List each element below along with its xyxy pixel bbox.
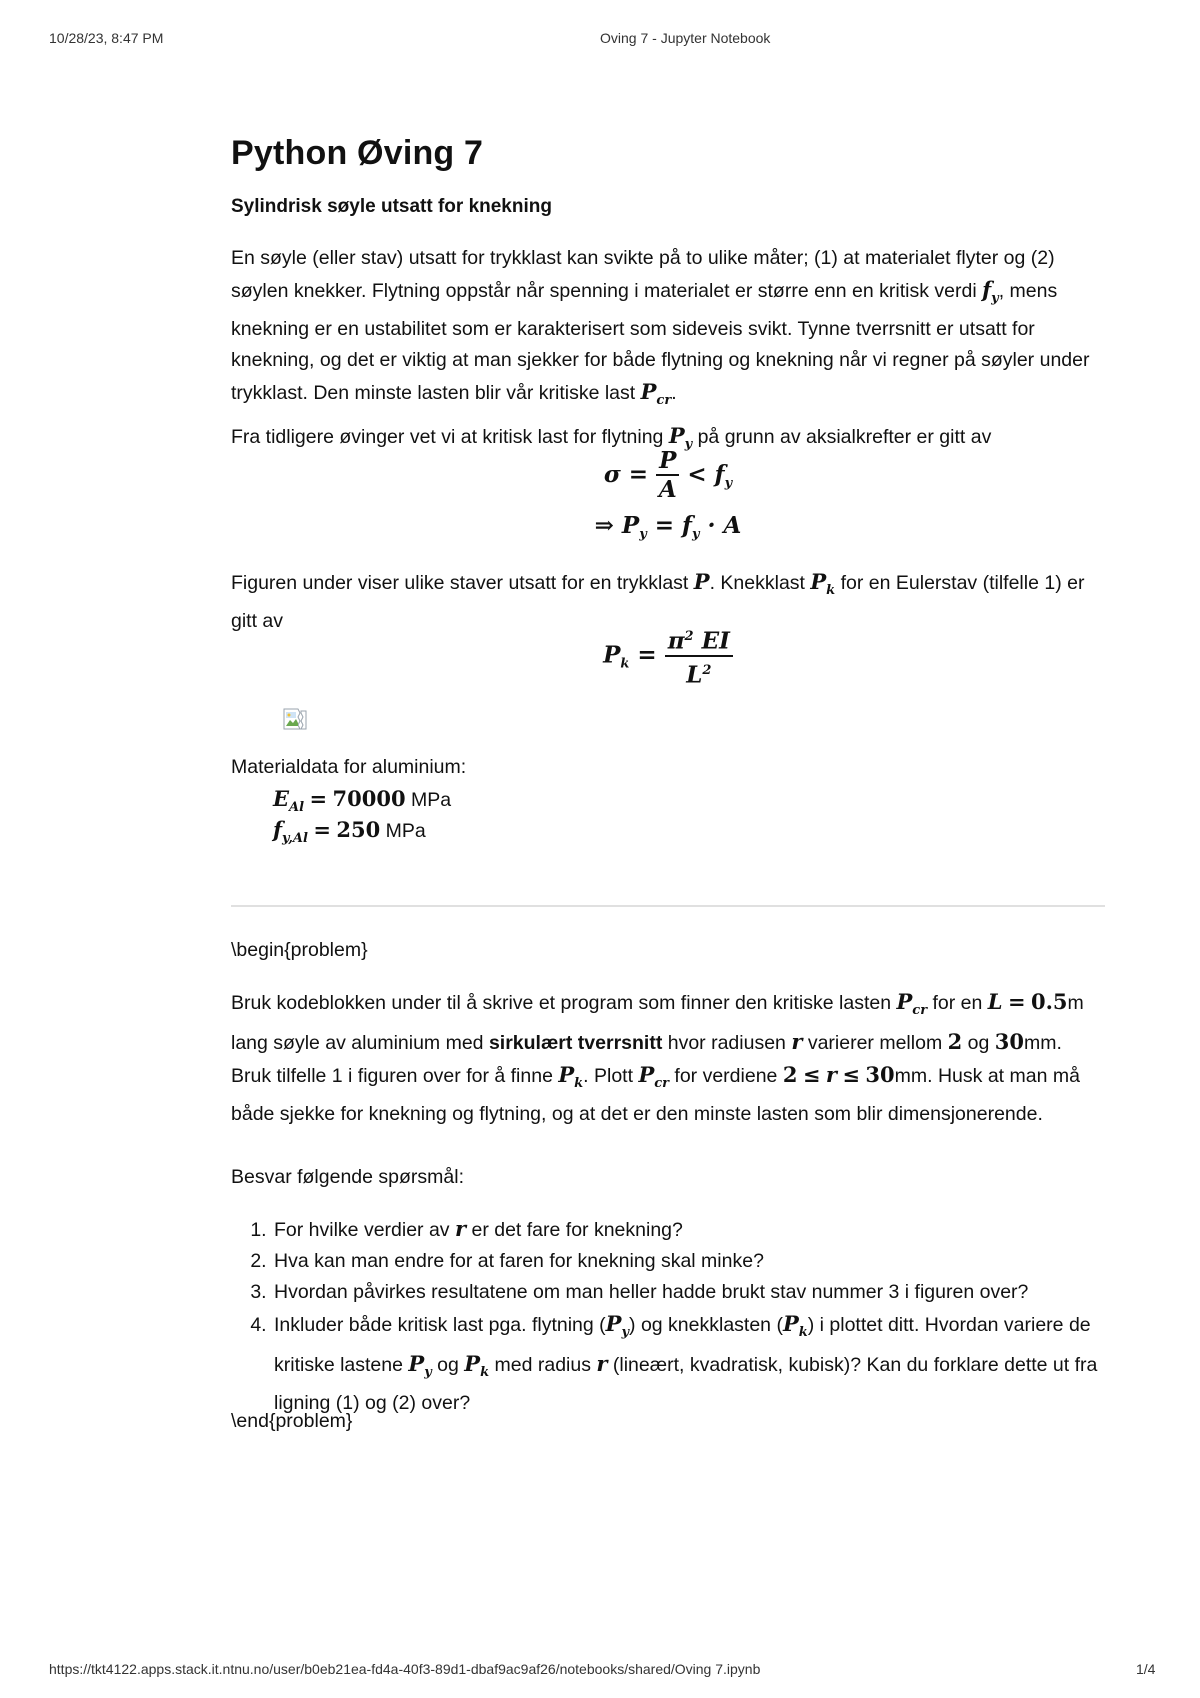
broken-image-icon xyxy=(283,708,307,730)
yield-load-equation: ⇒ $P_y = f_y \cdot A$ xyxy=(594,512,742,542)
question-2: 2. Hva kan man endre for at faren for knekning skal minke? xyxy=(272,1246,1146,1277)
question-3: 3. Hvordan påvirkes resultatene om man heller hadde brukt stav nummer 3 i figuren over? xyxy=(272,1277,1146,1308)
questions-intro: Besvar følgende spørsmål: xyxy=(231,1166,465,1188)
question-1: 1. For hvilke verdier av r er det fare for knekning? xyxy=(272,1213,1146,1246)
notebook-subtitle: Sylindrisk søyle utsatt for knekning xyxy=(231,196,552,217)
material-fy: $f_{y,Al} = 250$ MPa xyxy=(273,817,426,846)
euler-equation: $P_k$ = $\frac{\pi^2 EI}{L^2}$ xyxy=(231,624,1105,689)
stress-equation: σ = $\frac{P}{A}$ < $f_y$ xyxy=(603,447,733,503)
questions-list xyxy=(231,1213,1146,1419)
intro-paragraph: En søyle (eller stav) utsatt for trykklast kan svikte på to ulike måter; (1) at materialet flyter og (2) søylen knekker. Flytning oppstår når spenning i materialet er større enn en kritisk verdi $f_y$, mens knekning er en ustabilitet som er karakterisert som sideveis svikt. Tynne tverrsnitt er utsatt for knekning, og det er viktig at man sjekker for både flytning og knekning når vi regner på søyler under trykklast. Den minste lasten blir vår kritiske last $P_{cr}$. xyxy=(231,247,1090,408)
print-header-datetime: 10/28/23, 8:47 PM xyxy=(49,30,164,46)
figure-paragraph: Figuren under viser ulike staver utsatt for en trykklast P. Knekklast $P_k$ for en Eulerstav (tilfelle 1) er gitt av xyxy=(231,569,1085,632)
cell-divider xyxy=(231,905,1105,907)
print-footer-page: 1/4 xyxy=(1136,1661,1156,1677)
print-footer-url: https://tkt4122.apps.stack.it.ntnu.no/user/b0eb21ea-fd4a-40f3-89d1-dbaf9ac9af26/notebooks/shared/Oving 7.ipynb xyxy=(49,1661,761,1677)
problem-end: \end{problem} xyxy=(231,1410,353,1432)
materials-heading: Materialdata for aluminium: xyxy=(231,756,467,778)
print-header-title: Oving 7 - Jupyter Notebook xyxy=(600,30,771,46)
problem-paragraph: Bruk kodeblokken under til å skrive et program som finner den kritiske lasten $P_{cr}$ for en L = 0.5m lang søyle av aluminium med sirkulært tverrsnitt hvor radiusen r varierer mellom 2 og 30mm. Bruk tilfelle 1 i figuren over for å finne $P_k$. Plott $P_{cr}$ for verdiene 2 ≤ r ≤ 30mm. Husk at man må både sjekke for knekning og flytning, og at det er den minste lasten som blir dimensjonerende. xyxy=(231,989,1084,1125)
problem-begin: \begin{problem} xyxy=(231,939,368,961)
material-E: $E_{Al} = 70000$ MPa xyxy=(273,786,452,815)
notebook-title: Python Øving 7 xyxy=(231,134,484,172)
yield-paragraph: Fra tidligere øvinger vet vi at kritisk last for flytning $P_y$ på grunn av aksialkrefter er gitt av xyxy=(231,423,992,452)
question-4: 4. Inkluder både kritisk last pga. flytning $(P_y)$ og knekklasten $(P_k)$ i plottet ditt. Hvordan variere de kritiske lastene $P_y$ og $P_k$ med radius r (lineært, kvadratisk, kubisk)? Kan du forklare dette ut fra ligning (1) og (2) over? xyxy=(272,1308,1146,1419)
